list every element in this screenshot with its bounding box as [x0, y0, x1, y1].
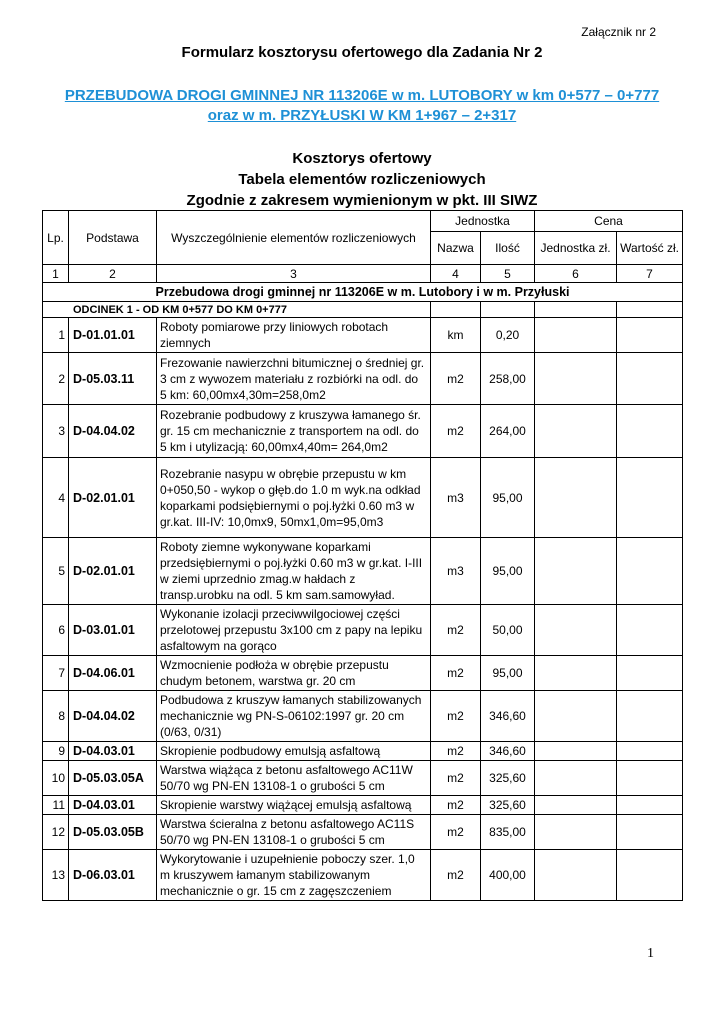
row-unit-price — [535, 405, 617, 458]
row-value — [617, 656, 683, 691]
row-description: Wykorytowanie i uzupełnienie poboczy szer. 1,0 m kruszywem łamanym stabilizowanym mechanicznie o gr. 15 cm z zagęszczeniem — [157, 850, 431, 901]
row-value — [617, 815, 683, 850]
numbering-row — [43, 265, 683, 283]
row-quantity: 346,60 — [481, 742, 535, 761]
table-row — [43, 405, 683, 458]
row-value — [617, 605, 683, 656]
row-number: 8 — [43, 691, 69, 742]
row-unit-price — [535, 318, 617, 353]
row-number: 4 — [43, 458, 69, 538]
row-code: D-05.03.05A — [69, 761, 157, 796]
table-row — [43, 318, 683, 353]
row-unit: m2 — [431, 353, 481, 405]
table-row — [43, 742, 683, 761]
row-unit-price — [535, 656, 617, 691]
header-price-group: Cena — [535, 211, 683, 232]
table-row — [43, 458, 683, 538]
table-row — [43, 691, 683, 742]
row-value — [617, 353, 683, 405]
row-code: D-05.03.05B — [69, 815, 157, 850]
cost-estimate-table — [42, 210, 683, 901]
row-description: Rozebranie nasypu w obrębie przepustu w km 0+050,50 - wykop o głęb.do 1.0 m wyk.na odkład koparkami podsiębiernymi o poj.łyżki 0.60 m3 w gr.kat. III-IV: 10,0mx9, 50mx1,0m=95,0m3 — [157, 458, 431, 538]
numbering-cell: 7 — [617, 265, 683, 283]
header-unit-name: Nazwa — [431, 232, 481, 265]
row-unit: m2 — [431, 796, 481, 815]
heading-line-2: Tabela elementów rozliczeniowych — [238, 171, 486, 188]
row-quantity: 264,00 — [481, 405, 535, 458]
table-row — [43, 656, 683, 691]
table-row — [43, 850, 683, 901]
row-number: 12 — [43, 815, 69, 850]
row-unit: m3 — [431, 538, 481, 605]
empty-cell — [617, 302, 683, 318]
table-row — [43, 605, 683, 656]
table-row — [43, 796, 683, 815]
row-number: 2 — [43, 353, 69, 405]
row-quantity: 0,20 — [481, 318, 535, 353]
section-title: Przebudowa drogi gminnej nr 113206E w m. Lutobory i w m. Przyłuski — [43, 283, 683, 302]
row-quantity: 95,00 — [481, 458, 535, 538]
form-title: Formularz kosztorysu ofertowego dla Zadania Nr 2 — [181, 44, 543, 61]
row-code: D-04.04.02 — [69, 405, 157, 458]
row-code: D-05.03.11 — [69, 353, 157, 405]
row-unit-price — [535, 815, 617, 850]
row-code: D-04.03.01 — [69, 796, 157, 815]
row-unit-price — [535, 850, 617, 901]
row-unit: m2 — [431, 742, 481, 761]
row-code: D-01.01.01 — [69, 318, 157, 353]
row-value — [617, 538, 683, 605]
header-lp: Lp. — [43, 211, 69, 265]
annex-label: Załącznik nr 2 — [581, 25, 656, 39]
row-quantity: 400,00 — [481, 850, 535, 901]
row-code: D-04.03.01 — [69, 742, 157, 761]
row-value — [617, 742, 683, 761]
row-unit: km — [431, 318, 481, 353]
row-value — [617, 761, 683, 796]
row-value — [617, 850, 683, 901]
row-value — [617, 458, 683, 538]
row-number: 7 — [43, 656, 69, 691]
row-unit: m2 — [431, 656, 481, 691]
row-quantity: 346,60 — [481, 691, 535, 742]
row-value — [617, 318, 683, 353]
row-code: D-04.06.01 — [69, 656, 157, 691]
row-code: D-04.04.02 — [69, 691, 157, 742]
row-unit-price — [535, 458, 617, 538]
row-value — [617, 796, 683, 815]
row-number: 13 — [43, 850, 69, 901]
heading-line-3: Zgodnie z zakresem wymienionym w pkt. III SIWZ — [186, 192, 538, 209]
row-code: D-06.03.01 — [69, 850, 157, 901]
row-description: Wzmocnienie podłoża w obrębie przepustu chudym betonem, warstwa gr. 20 cm — [157, 656, 431, 691]
row-code: D-02.01.01 — [69, 538, 157, 605]
table-row — [43, 538, 683, 605]
heading-line-1: Kosztorys ofertowy — [292, 150, 432, 167]
row-number: 5 — [43, 538, 69, 605]
table-row — [43, 353, 683, 405]
project-title-line-1: PRZEBUDOWA DROGI GMINNEJ NR 113206E w m. LUTOBORY w km 0+577 – 0+777 — [64, 87, 660, 104]
row-quantity: 95,00 — [481, 656, 535, 691]
row-unit-price — [535, 691, 617, 742]
row-description: Podbudowa z kruszyw łamanych stabilizowanych mechanicznie wg PN-S-06102:1997 gr. 20 cm (0/63, 0/31) — [157, 691, 431, 742]
project-title-line-2: oraz w m. PRZYŁUSKI W KM 1+967 – 2+317 — [207, 107, 517, 124]
empty-cell — [481, 302, 535, 318]
header-value: Wartość zł. — [617, 232, 683, 265]
project-title — [40, 86, 684, 126]
numbering-cell: 6 — [535, 265, 617, 283]
numbering-cell: 2 — [69, 265, 157, 283]
row-unit-price — [535, 761, 617, 796]
numbering-cell: 4 — [431, 265, 481, 283]
row-unit: m3 — [431, 458, 481, 538]
row-unit: m2 — [431, 850, 481, 901]
header-unit-group: Jednostka — [431, 211, 535, 232]
row-quantity: 50,00 — [481, 605, 535, 656]
row-unit: m2 — [431, 691, 481, 742]
empty-cell — [535, 302, 617, 318]
table-heading — [0, 148, 724, 211]
row-quantity: 835,00 — [481, 815, 535, 850]
header-basis: Podstawa — [69, 211, 157, 265]
page-number: 1 — [647, 946, 654, 961]
row-unit: m2 — [431, 605, 481, 656]
row-number: 9 — [43, 742, 69, 761]
row-description: Frezowanie nawierzchni bitumicznej o średniej gr. 3 cm z wywozem materiału z rozbiórki na odl. do 5 km: 60,00mx4,30m=258,0m2 — [157, 353, 431, 405]
header-specification: Wyszczególnienie elementów rozliczeniowych — [157, 211, 431, 265]
numbering-cell: 1 — [43, 265, 69, 283]
row-description: Warstwa wiążąca z betonu asfaltowego AC11W 50/70 wg PN-EN 13108-1 o grubości 5 cm — [157, 761, 431, 796]
row-value — [617, 405, 683, 458]
row-description: Roboty ziemne wykonywane koparkami przedsiębiernymi o poj.łyżki 0.60 m3 w gr.kat. I-III w ziemi uprzednio zmag.w hałdach z transp.urobku na odl. 5 km sam.samowyład. — [157, 538, 431, 605]
row-unit: m2 — [431, 761, 481, 796]
empty-cell — [431, 302, 481, 318]
row-unit-price — [535, 742, 617, 761]
row-number: 3 — [43, 405, 69, 458]
row-description: Wykonanie izolacji przeciwwilgociowej części przelotowej przepustu 3x100 cm z papy na lepiku asfaltowym na gorąco — [157, 605, 431, 656]
row-description: Roboty pomiarowe przy liniowych robotach ziemnych — [157, 318, 431, 353]
header-quantity: Ilość — [481, 232, 535, 265]
row-quantity: 325,60 — [481, 796, 535, 815]
table-row — [43, 815, 683, 850]
numbering-cell: 3 — [157, 265, 431, 283]
row-description: Warstwa ścieralna z betonu asfaltowego AC11S 50/70 wg PN-EN 13108-1 o grubości 5 cm — [157, 815, 431, 850]
row-description: Skropienie warstwy wiążącej emulsją asfaltową — [157, 796, 431, 815]
row-quantity: 258,00 — [481, 353, 535, 405]
row-unit: m2 — [431, 815, 481, 850]
header-unit-price: Jednostka zł. — [535, 232, 617, 265]
row-unit-price — [535, 353, 617, 405]
row-unit: m2 — [431, 405, 481, 458]
row-number: 6 — [43, 605, 69, 656]
row-number: 11 — [43, 796, 69, 815]
row-number: 10 — [43, 761, 69, 796]
row-unit-price — [535, 605, 617, 656]
row-description: Skropienie podbudowy emulsją asfaltową — [157, 742, 431, 761]
row-quantity: 325,60 — [481, 761, 535, 796]
row-value — [617, 691, 683, 742]
row-number: 1 — [43, 318, 69, 353]
row-code: D-02.01.01 — [69, 458, 157, 538]
table-row — [43, 761, 683, 796]
row-unit-price — [535, 796, 617, 815]
numbering-cell: 5 — [481, 265, 535, 283]
row-description: Rozebranie podbudowy z kruszywa łamanego śr. gr. 15 cm mechanicznie z transportem na odl. do 5 km i utylizacją: 60,00mx4,40m= 264,0m2 — [157, 405, 431, 458]
row-code: D-03.01.01 — [69, 605, 157, 656]
row-quantity: 95,00 — [481, 538, 535, 605]
subsection-title: ODCINEK 1 - OD KM 0+577 DO KM 0+777 — [43, 302, 431, 318]
row-unit-price — [535, 538, 617, 605]
